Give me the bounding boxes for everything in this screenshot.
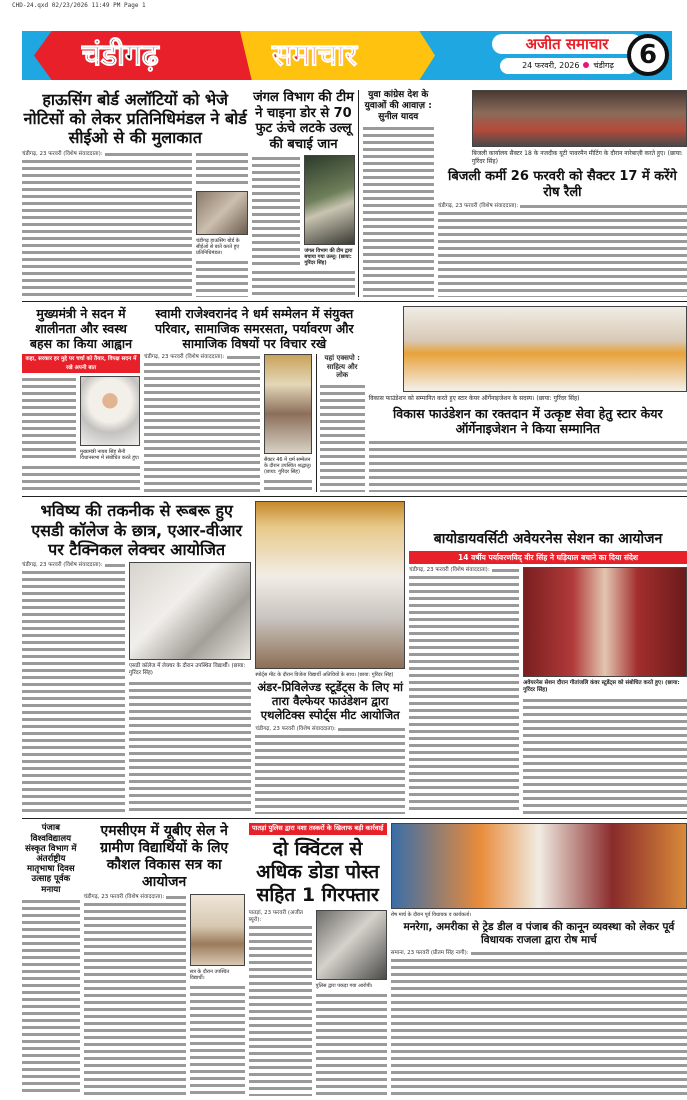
- caption-bio: [523, 680, 687, 694]
- headline-expo: यहां एक्सपो : साहित्य और लोक: [324, 354, 360, 380]
- story-body-sd: [22, 562, 125, 814]
- dateline: चंडीगढ़, 23 फरवरी (विशेष संवाददाता):: [437, 203, 519, 210]
- caption-text: सैक्टर 46 में धर्म सम्मेलन के दौरान उपस्थित श्रद्धालु।: [263, 457, 312, 470]
- subhead-police: पातड़ां पुलिस द्वारा नशा तस्करों के खिलाफ बड़ी कार्रवाई: [249, 823, 387, 835]
- story-expo: [316, 354, 365, 492]
- dateline: चंडीगढ़, 23 फरवरी (विशेष संवाददाता):: [22, 561, 103, 568]
- print-slug: CHD-24.qxd 02/23/2026 11:49 PM Page 1: [12, 2, 146, 9]
- story-body-bio-2: [523, 697, 687, 814]
- caption-swami: [264, 457, 312, 475]
- story-body-mcm: [84, 894, 186, 1097]
- story-housing-columns: [22, 151, 248, 298]
- story-police: [249, 823, 387, 1096]
- story-body-police-2: [316, 992, 387, 1097]
- photo-credit: (छाया: गुरिंदर सिंह): [129, 662, 246, 676]
- story-body-march: [391, 950, 687, 1097]
- story-body-sd-2: [129, 680, 251, 814]
- story-owl-columns: [252, 155, 354, 266]
- story-swami: [144, 306, 365, 492]
- caption-blood: [369, 395, 687, 403]
- photo-owl: [304, 155, 354, 245]
- page-banner: [22, 31, 672, 80]
- story-body-expo: [320, 383, 365, 493]
- headline-rally: बिजली कर्मी 26 फरवरी को सैक्टर 17 में करेंगे रोष रैली: [447, 169, 677, 200]
- photo-mcm: [190, 894, 245, 966]
- headline-housing: हाऊसिंग बोर्ड अलॉटियों को भेजे नोटिसों को लेकर प्रतिनिधिमंडल ने बोर्ड सीईओ से की मुलाकात: [23, 90, 247, 148]
- section-title-2: समाचार: [272, 38, 358, 73]
- story-body-sports: [255, 726, 405, 815]
- subhead-cm: कहा, सरकार हर मुद्दे पर चर्चा को तैयार, विपक्ष सदन में रखे अपनी बात: [22, 354, 140, 373]
- story-sd: [22, 501, 251, 814]
- story-body-housing-3: [196, 151, 248, 189]
- caption-text: अवेयरनेस सेशन दौरान गीतांजलि कंवर स्टूडेंट्स को संबोधित करते हुए।: [523, 680, 664, 687]
- story-cm: [22, 306, 140, 492]
- story-body-swami-2: [264, 478, 312, 492]
- caption-march: रोष मार्च के दौरान पूर्व विधायक व कार्यकर्ता।: [390, 912, 472, 919]
- story-pu: [22, 823, 80, 1096]
- story-cm-columns: [22, 376, 140, 461]
- photo-march: [391, 823, 687, 909]
- date-line: [500, 58, 636, 74]
- story-sports: [255, 501, 405, 814]
- caption-cm: मुख्यमंत्री नायब सिंह सैनी विधानसभा में संबोधित करते हुए।: [80, 448, 140, 461]
- story-cm-side: [80, 376, 140, 461]
- row-1: [22, 86, 687, 301]
- photo-bio: [523, 567, 687, 677]
- headline-sports: अंडर-प्रिविलेज्ड स्टूडेंट्स के लिए मां तारा वैल्फेयर फाउंडेशन द्वारा एथलेटिक्स स्पोर्ट्स मीट आयोजित: [257, 680, 404, 722]
- caption-mcm: सत्र के दौरान उपस्थित विद्यार्थी।: [189, 968, 230, 981]
- story-body-police: [249, 910, 312, 1097]
- story-body-owl-2: [252, 269, 354, 297]
- story-bio: [409, 501, 687, 814]
- story-housing: [22, 90, 248, 297]
- story-youth: [363, 90, 434, 297]
- story-body-mcm-2: [190, 984, 245, 1097]
- story-mcm-columns: [84, 894, 245, 1097]
- caption-text: विकास फाउंडेशन को सम्मानित करते हुए स्टार केयर ऑर्गेनाइजेशन के सदस्य।: [368, 395, 535, 403]
- caption-text: स्पोर्ट्स मीट के दौरान विजेता विद्यार्थी अतिथियों के साथ।: [255, 672, 356, 679]
- story-swami-side: [264, 354, 312, 492]
- photo-blood: [403, 306, 687, 392]
- photo-swami: [264, 354, 312, 454]
- story-swami-columns: [144, 354, 365, 492]
- photo-rally: [472, 90, 687, 147]
- story-bio-columns: [409, 567, 687, 814]
- story-mcm-side: [190, 894, 245, 1097]
- photo-credit: (छाया: गुरिंदर सिंह): [536, 395, 580, 403]
- photo-cm: [80, 376, 140, 446]
- story-bio-side: [523, 567, 687, 814]
- photo-credit: (छाया: गुरिंदर सिंह): [471, 150, 683, 165]
- photo-credit: (छाया: गुरिंदर सिंह): [357, 672, 394, 679]
- page-number: 6: [627, 34, 669, 76]
- photo-credit: (छाया: गुरिंदर सिंह): [523, 680, 680, 694]
- story-sd-columns: [22, 562, 251, 814]
- story-police-columns: [249, 910, 387, 1097]
- dateline: पातड़ां, 23 फरवरी (अजीत ब्यूरो):: [249, 910, 312, 924]
- headline-pu: पंजाब विश्वविद्यालय संस्कृत विभाग में अंतर्राष्ट्रीय मातृभाषा दिवस उत्साह पूर्वक मनाया: [25, 823, 77, 895]
- story-body-cm: [22, 376, 76, 461]
- city: चंडीगढ़: [593, 61, 614, 70]
- story-body-swami: [144, 354, 260, 492]
- caption-rally: [472, 150, 687, 166]
- story-owl: [252, 90, 358, 297]
- story-body-pu: [22, 898, 80, 1097]
- headline-sd: भविष्य की तकनीक से रूबरू हुए एसडी कॉलेज के छात्र, एआर-वीआर पर टैक्निकल लेक्चर आयोजित: [31, 501, 242, 559]
- headline-youth: युवा कांग्रेस देश के युवाओं की आवाज़ : सुनील यादव: [364, 90, 432, 122]
- headline-police: दो क्विंटल से अधिक डोडा पोस्त सहित 1 गिरफ्तार: [256, 838, 380, 906]
- headline-mcm: एमसीएम में यूबीए सेल ने ग्रामीण विद्यार्थियों के लिए कौशल विकास सत्र का आयोजन: [100, 823, 229, 890]
- headline-swami: स्वामी राजेश्वरानंद ने धर्म सम्मेलन में संयुक्त परिवार, सामाजिक समरसता, पर्यावरण और सामाजिक विषयों पर विचार रखे: [155, 306, 354, 352]
- caption-sd: [129, 663, 251, 677]
- photo-credit: (छाया: गुरिंदर सिंह): [263, 469, 300, 476]
- dateline: समाना, 23 फरवरी (प्रीतम सिंह नागी):: [390, 949, 469, 956]
- story-body-blood: [369, 439, 687, 492]
- story-blood: [369, 306, 687, 492]
- row-3: [22, 496, 687, 818]
- story-body-bio: [409, 567, 519, 814]
- story-body-cm-2: [22, 464, 140, 493]
- headline-blood: विकास फाउंडेशन का रक्तदान में उत्कृष्ट सेवा हेतु स्टार केयर ऑर्गेनाइजेशन ने किया सम्मानित: [393, 406, 663, 437]
- section-title: चंडीगढ़: [82, 38, 159, 73]
- story-police-side: [316, 910, 387, 1097]
- brand-name: अजीत समाचार: [492, 34, 642, 54]
- story-body-housing-2: [196, 259, 248, 297]
- row-2: [22, 301, 687, 496]
- photo-police: [316, 910, 387, 980]
- caption-sports: [255, 672, 405, 678]
- dateline: चंडीगढ़, 23 फरवरी (विशेष संवाददाता):: [22, 150, 103, 157]
- headline-owl: जंगल विभाग की टीम ने चाइना डोर से 70 फुट ऊंचे लटके उल्लू की बचाई जान: [253, 90, 354, 152]
- subhead-bio: 14 वर्षीय पर्यावरणविद् वीर सिंह ने घड़ियाल बचाने का दिया संदेश: [409, 551, 687, 564]
- story-owl-side: [304, 155, 354, 266]
- caption-text: जंगल विभाग की टीम द्वारा बचाया गया उल्लू।: [304, 248, 353, 261]
- story-body-rally: [438, 203, 687, 297]
- story-body-owl: [252, 155, 300, 266]
- headline-cm: मुख्यमंत्री ने सदन में शालीनता और स्वस्थ बहस का किया आह्वान: [29, 306, 133, 352]
- story-mcm: [84, 823, 245, 1096]
- photo-credit: (छाया: गुरिंदर सिंह): [304, 254, 352, 267]
- dateline: चंडीगढ़, 23 फरवरी (विशेष संवाददाता):: [83, 893, 165, 900]
- story-body-youth: [363, 125, 434, 297]
- story-housing-side: [196, 151, 248, 298]
- headline-march: मनरेगा, अमरीका से ट्रेड डील व पंजाब की कानून व्यवस्था को लेकर पूर्व विधायक राजला द्वारा रोष मार्च: [403, 921, 675, 946]
- date: 24 फरवरी, 2026: [522, 61, 580, 70]
- caption-text: एसडी कॉलेज में लेक्चर के दौरान उपस्थित विद्यार्थी।: [129, 662, 230, 669]
- story-march: [391, 823, 687, 1096]
- row-4: [22, 818, 687, 1100]
- caption-police: पुलिस द्वारा पकड़ा गया आरोपी।: [315, 982, 373, 989]
- dateline: चंडीगढ़, 23 फरवरी (विशेष संवाददाता):: [409, 567, 490, 574]
- dateline: चंडीगढ़, 23 फरवरी (विशेष संवाददाता):: [143, 354, 225, 361]
- story-body-housing: [22, 151, 192, 298]
- caption-housing: चंडीगढ़ हाऊसिंग बोर्ड के सीईओ से बातें करते हुए प्रतिनिधिमंडल।: [196, 238, 240, 257]
- story-sd-side: [129, 562, 251, 814]
- photo-sports: [255, 501, 405, 669]
- dateline: चंडीगढ़, 23 फरवरी (विशेष संवाददाता):: [255, 725, 336, 732]
- photo-housing: [196, 191, 248, 235]
- story-rally: [438, 90, 687, 297]
- headline-bio: बायोडायवर्सिटी अवेयरनेस सेशन का आयोजन: [433, 531, 663, 548]
- photo-sd: [129, 562, 251, 660]
- caption-text: बिजली कार्यालय सैक्टर 18 के नजदीक यूटी पावरमैन मीटिंग के दौरान नारेबाज़ी करते हुए।: [471, 150, 666, 157]
- dot-icon: [583, 62, 589, 68]
- caption-owl: [304, 248, 354, 266]
